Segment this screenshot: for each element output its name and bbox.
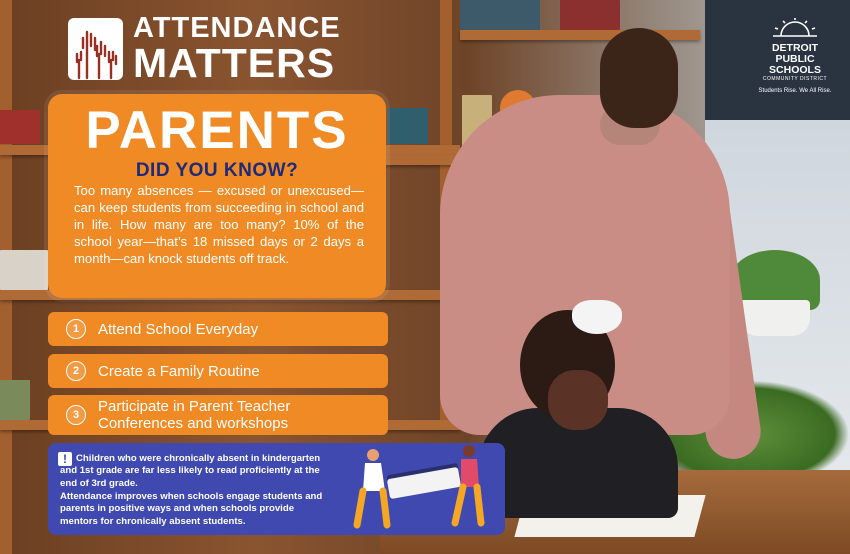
card-body: Too many absences — excused or unexcused—can keep students from succeeding in school and in life. How many are too many? 10% of the school year—that’s 18 missed days or 2 days a month—can knock students off track. [74,183,364,266]
note-paragraph-1: Children who were chronically absent in kindergarten and 1st grade are far less likely to read proficiently at the end of 3rd grade. [60,453,321,489]
sunrise-icon [773,18,817,38]
book [460,0,540,30]
people-carrying-book-illustration [343,443,503,535]
header-title [133,14,341,84]
step-label: Create a Family Routine [98,362,260,380]
info-note [48,443,505,535]
step-item [48,312,388,346]
title-line-2: MATTERS [133,40,336,86]
district-name-2: PUBLIC SCHOOLS [769,53,821,77]
step-item [48,354,388,388]
district-tagline: Students Rise. We All Rise. [758,88,832,95]
card-heading: PARENTS [85,101,349,160]
title-line-1: ATTENDANCE [133,12,341,44]
book [388,108,428,144]
raised-hands-icon [68,18,123,80]
girl-face [548,370,608,430]
card-subheading: DID YOU KNOW? [135,160,299,181]
parents-card [48,94,386,298]
step-number: 1 [66,319,86,339]
book [0,110,40,144]
woman-head [600,28,678,128]
district-name-3: COMMUNITY DISTRICT [762,76,828,83]
header [68,14,341,84]
plant-pot [740,300,810,336]
step-number: 2 [66,361,86,381]
book [0,380,30,420]
exclamation-icon: ! [58,452,72,466]
hair-bow [572,300,622,334]
book [0,250,48,290]
step-number: 3 [66,405,86,425]
step-item [48,395,388,435]
step-label: Participate in Parent Teacher Conferences and workshops [98,398,291,432]
note-paragraph-2: Attendance improves when schools engage students and parents in positive ways and when schools provide mentors for chronically absent students. [60,491,323,527]
district-name-1: DETROIT [771,42,819,54]
district-logo [750,18,840,94]
step-label: Attend School Everyday [98,320,259,338]
book [560,0,620,30]
